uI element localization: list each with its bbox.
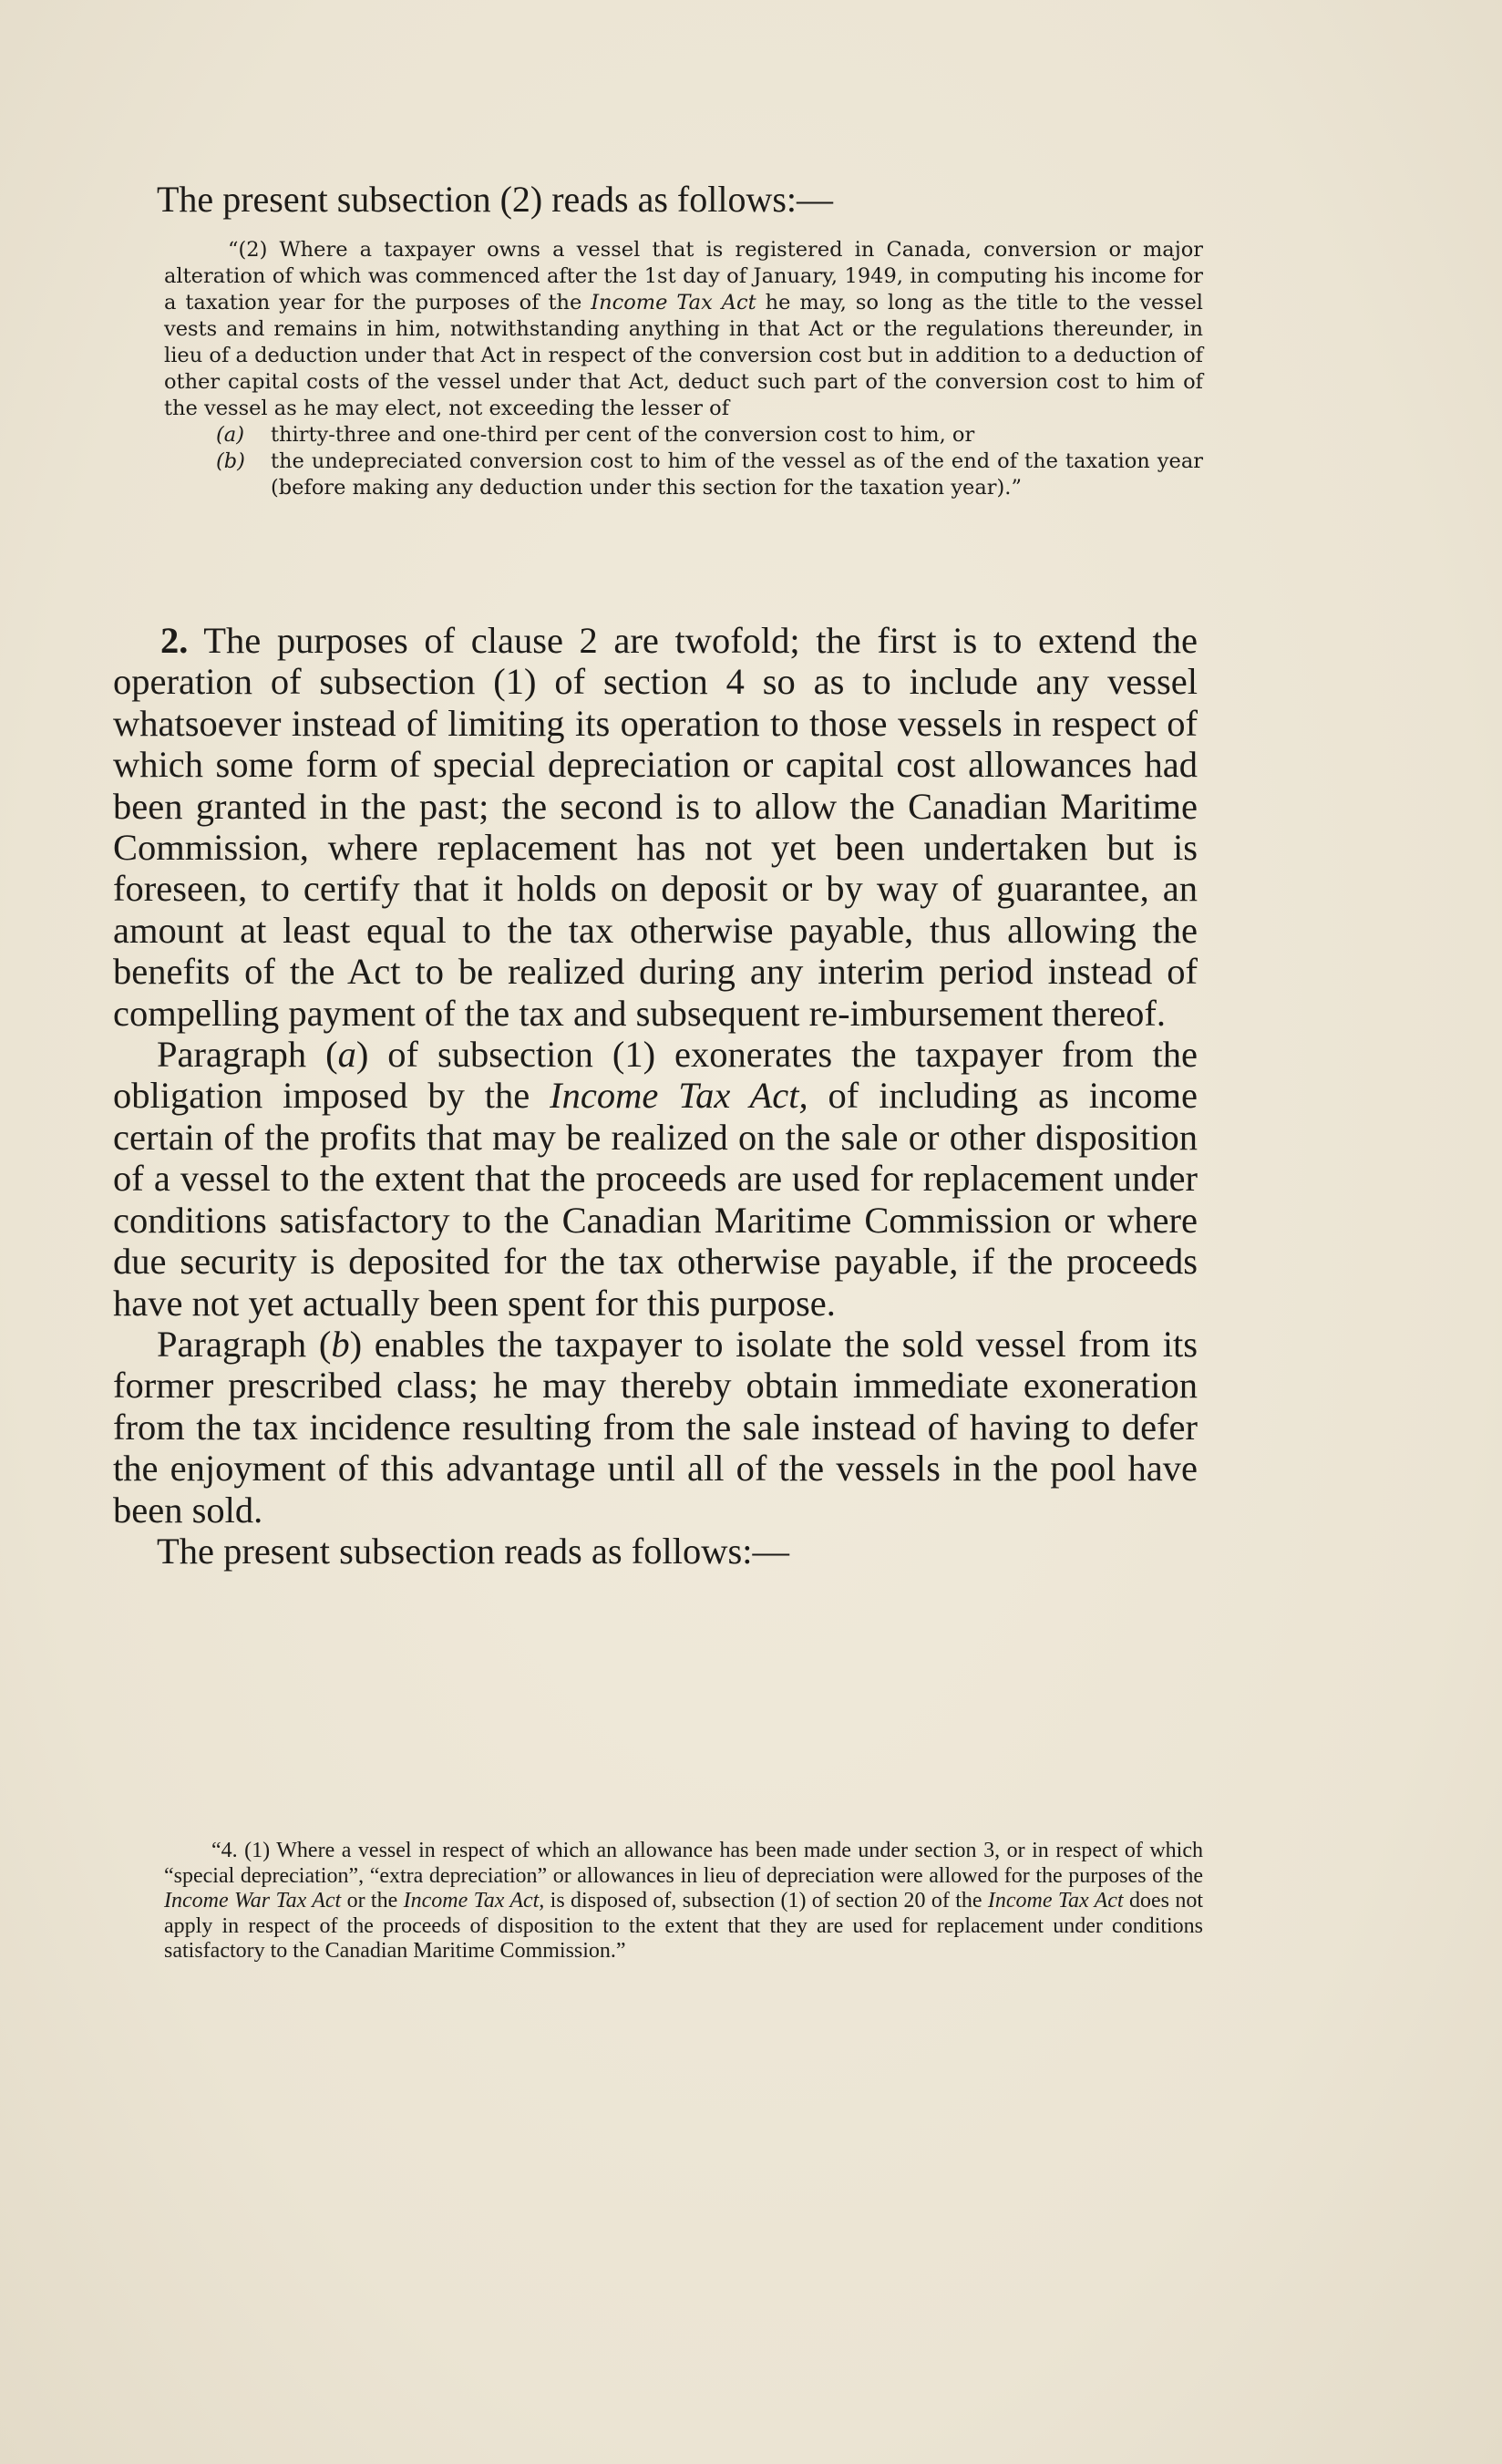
page-heading: The present subsection (2) reads as follows:—: [157, 179, 834, 220]
quoted-subsection-2: [164, 237, 1203, 501]
explanatory-note: [113, 620, 1198, 1572]
quote1-item-a: (a) thirty-three and one-third per cent of the conversion cost to him, or: [216, 423, 975, 447]
clause-number: 2.: [160, 620, 189, 661]
explanatory-paragraph-2: Paragraph (a) of subsection (1) exonerates the taxpayer from the obligation imposed by the Income Tax Act, of including as income certain of the profits that may be realized on the sale or other disposition of a vessel to the extent that the proceeds are used for replacement under conditions satisfactory to the Canadian Maritime Commission or where due security is deposited for the tax otherwise payable, if the proceeds have not yet actually been spent for this purpose.: [113, 1034, 1198, 1324]
explanatory-paragraph-4: The present subsection reads as follows:—: [157, 1530, 789, 1572]
quoted-subsection-4-1: [164, 1839, 1203, 1964]
explanatory-paragraph-3: Paragraph (b) enables the taxpayer to isolate the sold vessel from its former prescribed class; he may thereby obtain immediate exoneration from the tax incidence resulting from the sale instead of having to defer the enjoyment of this advantage until all of the vessels in the pool have been sold.: [113, 1323, 1198, 1531]
act-title: Income Tax Act: [591, 291, 756, 314]
quote1-item-b: (b) the undepreciated conversion cost to him of the vessel as of the end of the taxation year (before making any deduction under this section for the taxation year).”: [216, 449, 1203, 500]
quote1-paragraph: “(2) Where a taxpayer owns a vessel that is registered in Canada, conversion or major alteration of which was commenced after the 1st day of January, 1949, in computing his income for a taxation year for the purposes of the Income Tax Act he may, so long as the title to the vessel vests and remains in him, notwithstanding anything in that Act or the regulations thereunder, in lieu of a deduction under that Act in respect of the conversion cost but in addition to a deduction of other capital costs of the vessel under that Act, deduct such part of the conversion cost to him of the vessel as he may elect, not exceeding the lesser of: [164, 238, 1203, 420]
quote2-paragraph: “4. (1) Where a vessel in respect of which an allowance has been made under section 3, or in respect of which “special depreciation”, “extra depreciation” or allowances in lieu of depreciation were allowed for the purposes of the Income War Tax Act or the Income Tax Act, is disposed of, subsection (1) of section 20 of the Income Tax Act does not apply in respect of the proceeds of disposition to the extent that they are used for replacement under conditions satisfactory to the Canadian Maritime Commission.”: [164, 1839, 1203, 1963]
explanatory-paragraph-1: 2. The purposes of clause 2 are twofold; the first is to extend the operation of subsection (1) of section 4 so as to include any vessel whatsoever instead of limiting its operation to those vessels in respect of which some form of special depreciation or capital cost allowances had been granted in the past; the second is to allow the Canadian Maritime Commission, where replacement has not yet been undertaken but is foreseen, to certify that it holds on deposit or by way of guarantee, an amount at least equal to the tax otherwise payable, thus allowing the benefits of the Act to be realized during any interim period instead of compelling payment of the tax and subsequent re-imbursement thereof.: [113, 620, 1198, 1034]
act-title: Income Tax Act,: [550, 1075, 808, 1117]
